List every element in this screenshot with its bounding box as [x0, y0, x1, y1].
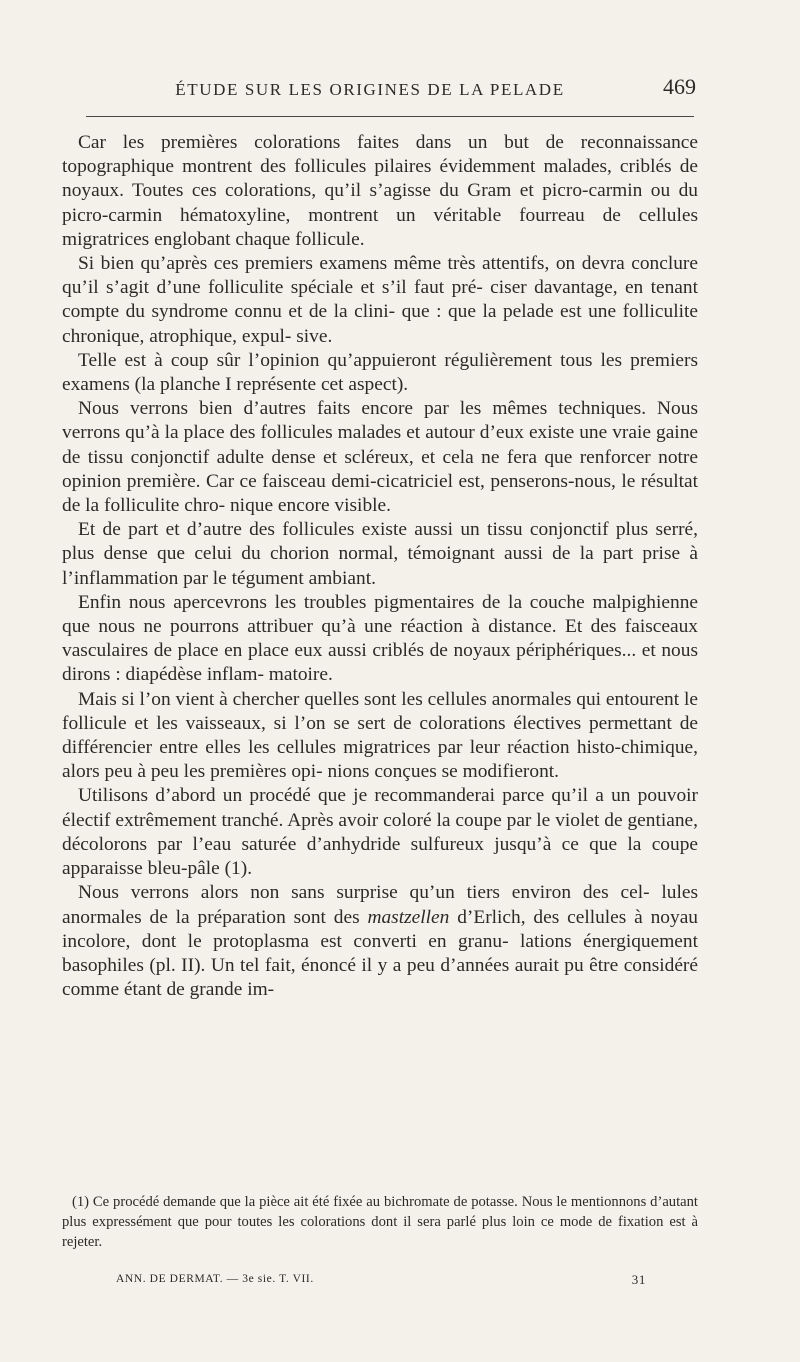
page-number: 469 — [663, 74, 696, 99]
footnote — [62, 1192, 698, 1252]
signature-line — [86, 1273, 646, 1293]
paragraph-5: Et de part et d’autre des follicules existe aussi un tissu conjonctif plus serré, plus dense que celui du chorion normal, témoignant aussi de la part prise à l’inflammation par le tégument ambiant. — [62, 519, 698, 589]
paragraph-1: Car les premières colorations faites dans un but de reconnaissance topographique montrent des follicules pilaires évidemment malades, criblés de noyaux. Toutes ces colorations, qu’il s’agisse du Gram et picro-carmin ou du picro-carmin hématoxyline, montrent un véritable fourreau de cellules migratrices englobant chaque follicule. — [62, 132, 698, 250]
body-text — [62, 131, 698, 1002]
paragraph-9-after: d’Erlich, des cellules à noyau incolore, dont le protoplasma est converti en granu- lations énergiquement basophiles (pl. II). Un tel fait, énoncé il y a peu d’années aurait pu être considéré comme étant de grande im- — [62, 906, 698, 1001]
paragraph-9 — [62, 881, 698, 1002]
paragraph-8: Utilisons d’abord un procédé que je recommanderai parce qu’il a un pouvoir électif extrêmement tranché. Après avoir coloré la coupe par le violet de gentiane, décolorons par l’eau saturée d’anhydride sulfureux jusqu’à ce que la coupe apparaisse bleu-pâle (1). — [62, 785, 698, 880]
running-title: ÉTUDE SUR LES ORIGINES DE LA PELADE — [175, 80, 565, 99]
paragraph-6: Enfin nous apercevrons les troubles pigmentaires de la couche malpighienne que nous ne pourrons attribuer qu’à une réaction à distance. Et des faisceaux vasculaires de place en place eux aussi criblés de noyaux périphériques... et nous dirons : diapédèse inflam- matoire. — [62, 591, 698, 686]
paragraph-9-before: Nous verrons alors non sans surprise qu’un tiers environ des cel- lules anormales de la préparation sont des — [62, 882, 698, 928]
running-head — [0, 74, 800, 106]
paragraph-2: Si bien qu’après ces premiers examens même très attentifs, on devra conclure qu’il s’agit d’une folliculite spéciale et s’il faut pré- ciser davantage, en tenant compte du syndrome connu et de la clini- que : que la pelade est une folliculite chronique, atrophique, expul- sive. — [62, 253, 698, 347]
paragraph-3: Telle est à coup sûr l’opinion qu’appuieront régulièrement tous les premiers examens (la planche I représente cet aspect). — [62, 349, 698, 396]
paragraph-7: Mais si l’on vient à chercher quelles sont les cellules anormales qui entourent le follicule et les vaisseaux, si l’on se sert de colorations électives permettant de différencier entre elles les cellules migratrices par leur réaction histo-chimique, alors peu à peu les premières opi- nions conçues se modifieront. — [62, 688, 698, 783]
signature-left: ANN. DE DERMAT. — 3e sie. T. VII. — [116, 1273, 314, 1285]
paragraph-4: Nous verrons bien d’autres faits encore par les mêmes techniques. Nous verrons qu’à la place des follicules malades et autour d’eux existe une vraie gaine de tissu conjonctif adulte dense et scléreux, et cela ne fera que renforcer notre opinion première. Car ce faisceau demi-cicatriciel est, penserons-nous, le résultat de la folliculite chro- nique encore visible. — [62, 398, 698, 517]
italic-term: mastzellen — [367, 906, 450, 928]
footnote-text: (1) Ce procédé demande que la pièce ait été fixée au bichromate de potasse. Nous le mentionnons d’autant plus expressément que pour toutes les colorations dont il sera parlé plus loin ce mode de fixation est à rejeter. — [62, 1194, 698, 1250]
header-rule — [86, 116, 694, 117]
signature-number: 31 — [631, 1272, 646, 1287]
